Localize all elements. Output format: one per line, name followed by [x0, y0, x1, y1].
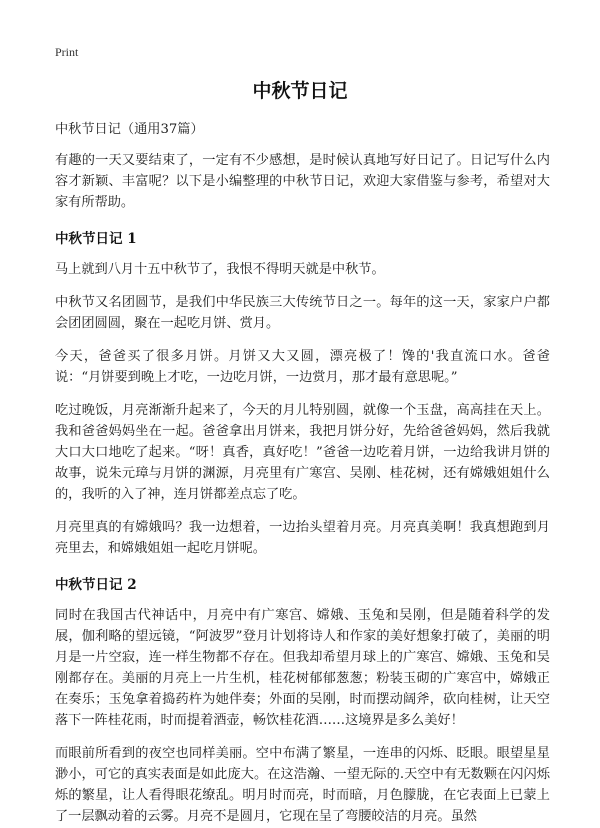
- section-1-paragraph-2: 中秋节又名团圆节，是我们中华民族三大传统节日之一。每年的这一天，家家户户都会团团圆圆，聚在一起吃月饼、赏月。: [55, 295, 550, 331]
- section-1-paragraph-5: 月亮里真的有嫦娥吗？我一边想着，一边抬头望着月亮。月亮真美啊！我真想跑到月亮里去，和嫦娥姐姐一起吃月饼呢。: [55, 520, 550, 556]
- section-2-paragraph-1: 同时在我国古代神话中，月亮中有广寒宫、嫦娥、玉兔和吴刚，但是随着科学的发展，伽利略的望远镜，“阿波罗”登月计划将诗人和作家的美好想象打破了，美丽的明月是一片空寂，连一样生物都不存在。但我却希望月球上的广寒宫、嫦娥、玉兔和吴刚都存在。美丽的月亮上一片生机，桂花树郁郁葱葱；粉装玉砌的广寒宫中，嫦娥正在奏乐；玉兔拿着捣药杵为她伴奏；外面的吴刚，时而摆动阔斧，砍向桂树，让天空落下一阵桂花雨，时而提着酒壶，畅饮桂花酒……这境界是多么美好！: [55, 608, 550, 728]
- section-heading-2: 中秋节日记 2: [55, 577, 137, 593]
- section-heading-1: 中秋节日记 1: [55, 231, 137, 247]
- document-subtitle: 中秋节日记（通用37篇）: [55, 122, 204, 137]
- section-2-paragraph-2: 而眼前所看到的夜空也同样美丽。空中布满了繁星，一连串的闪烁、眨眼。眼望星星渺小，可它的真实表面是如此庞大。在这浩瀚、一望无际的.天空中有无数颗在闪闪烁烁的繁星，让人看得眼花缭乱。明月时而亮，时而暗，月色朦胧，在它表面上已蒙上了一层飘动着的云雾。月亮不是圆月，它现在呈了弯腰皎洁的月亮。虽然: [55, 746, 550, 824]
- document-body: [55, 119, 550, 828]
- section-1-paragraph-4: 吃过晚饭，月亮渐渐升起来了，今天的月儿特别圆，就像一个玉盘，高高挂在天上。我和爸爸妈妈坐在一起。爸爸拿出月饼来，我把月饼分好，先给爸爸妈妈，然后我就大口大口地吃了起来。“呀！真香，真好吃！”爸爸一边吃着月饼，一边给我讲月饼的故事，说朱元璋与月饼的渊源，月亮里有广寒宫、吴刚、桂花树，还有嫦娥姐姐什么的，我听的入了神，连月饼都差点忘了吃。: [55, 403, 550, 502]
- intro-paragraph: 有趣的一天又要结束了，一定有不少感想，是时候认真地写好日记了。日记写什么内容才新颖、丰富呢？以下是小编整理的中秋节日记，欢迎大家借鉴与参考，希望对大家有所帮助。: [55, 153, 550, 210]
- section-1-paragraph-3: 今天，爸爸买了很多月饼。月饼又大又圆，漂亮极了！馋的'我直流口水。爸爸说：“月饼要到晚上才吃，一边吃月饼，一边赏月，那才最有意思呢。”: [55, 349, 550, 385]
- document-title: 中秋节日记: [252, 80, 348, 102]
- section-1-paragraph-1: 马上就到八月十五中秋节了，我恨不得明天就是中秋节。: [55, 262, 385, 277]
- print-link[interactable]: Print: [55, 45, 79, 59]
